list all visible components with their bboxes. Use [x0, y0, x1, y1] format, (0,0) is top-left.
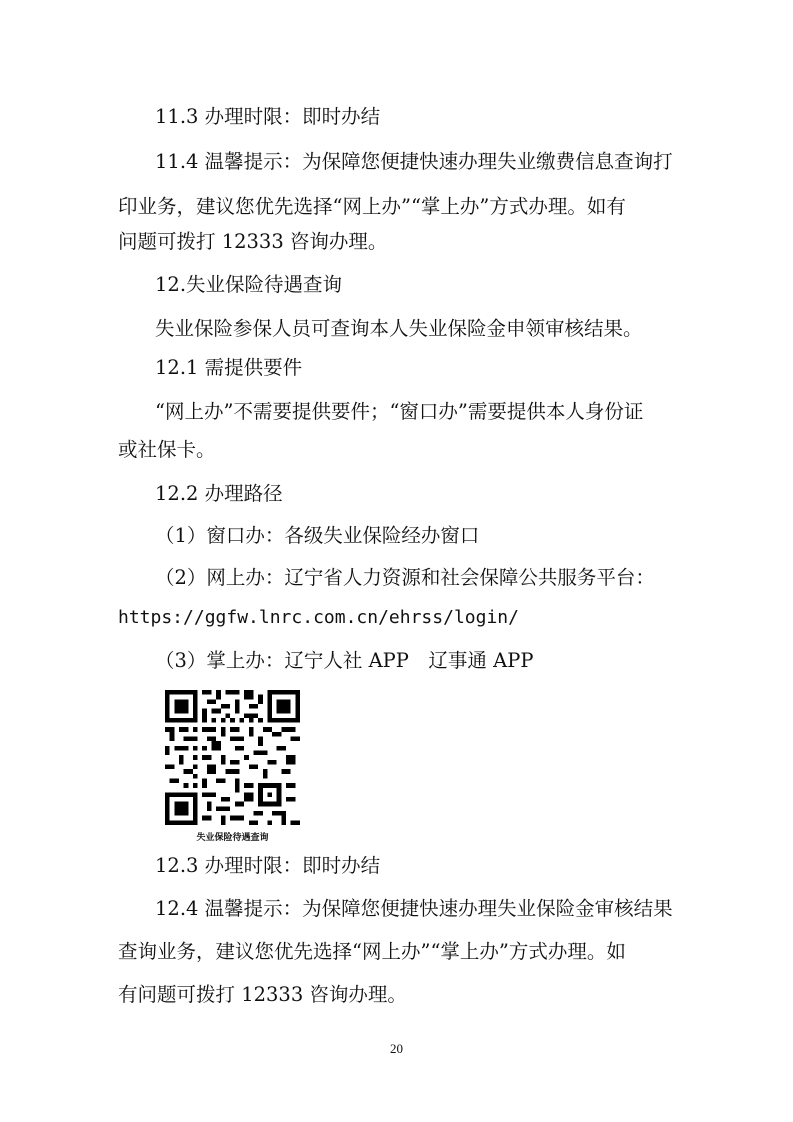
subsection-heading: 12.3 办理时限：即时办结 [155, 854, 381, 877]
text-line: “网上办”不需要提供要件；“窗口办”需要提供本人身份证 [155, 400, 644, 423]
qr-code-icon [165, 690, 300, 825]
text-line: 或社保卡。 [118, 438, 216, 461]
text-line: 11.4 温馨提示：为保障您便捷快速办理失业缴费信息查询打 [155, 150, 673, 173]
qr-code-block [165, 690, 300, 843]
text-line: 印业务，建议您优先选择“网上办”“掌上办”方式办理。如有 [118, 195, 626, 218]
text-line: （3）掌上办：辽宁人社 APP 辽事通 APP [155, 649, 534, 672]
subsection-heading: 12.1 需提供要件 [155, 356, 303, 379]
page-number: 20 [390, 1041, 403, 1056]
text-line: （2）网上办：辽宁省人力资源和社会保障公共服务平台： [155, 566, 655, 589]
text-line: （1）窗口办：各级失业保险经办窗口 [155, 524, 480, 547]
text-line: 11.3 办理时限：即时办结 [155, 105, 381, 128]
subsection-heading: 12.2 办理路径 [155, 482, 283, 505]
text-line: 查询业务，建议您优先选择“网上办”“掌上办”方式办理。如 [118, 940, 626, 963]
qr-caption: 失业保险待遇查询 [196, 833, 269, 843]
text-line: 问题可拨打 12333 咨询办理。 [118, 230, 388, 253]
section-heading: 12.失业保险待遇查询 [155, 273, 343, 296]
url-text: https://ggfw.lnrc.com.cn/ehrss/login/ [118, 607, 519, 628]
text-line: 失业保险参保人员可查询本人失业保险金申领审核结果。 [155, 317, 643, 340]
text-line: 12.4 温馨提示：为保障您便捷快速办理失业保险金审核结果 [155, 897, 673, 920]
text-line: 有问题可拨打 12333 咨询办理。 [118, 983, 407, 1006]
